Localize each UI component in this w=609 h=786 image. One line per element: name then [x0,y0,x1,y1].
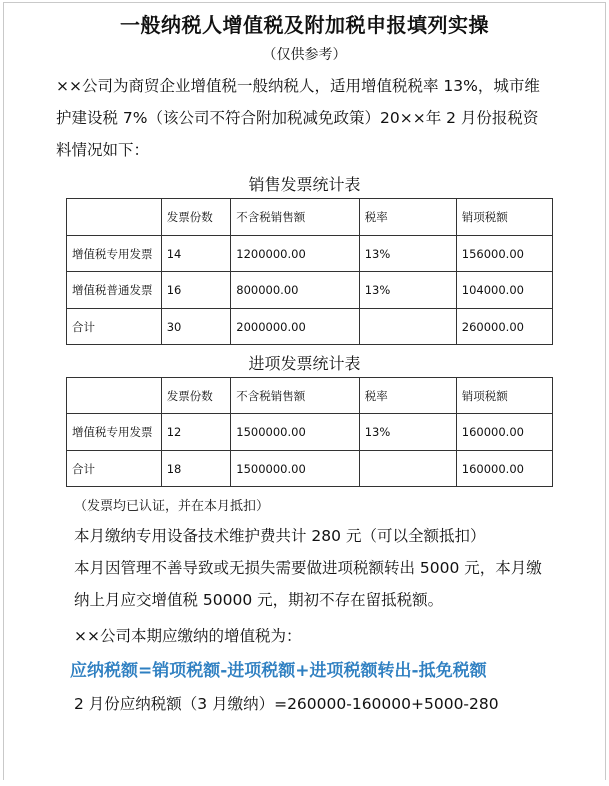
table-cell: 增值税普通发票 [67,272,162,309]
sales-table-caption: 销售发票统计表 [248,175,361,194]
table-cell: 18 [161,451,231,487]
table-cell: 104000.00 [456,272,552,309]
table-header-row [67,378,553,414]
table-row-total [67,309,553,345]
header-cell [67,199,162,236]
table-row [67,414,553,451]
sales-invoice-table [66,198,553,345]
maintenance-fee-line: 本月缴纳专用设备技术维护费共计 280 元（可以全额抵扣） [74,527,486,545]
input-invoice-table [66,377,553,487]
header-cell: 销项税额 [456,199,552,236]
table-cell: 16 [161,272,231,309]
header-cell [67,378,162,414]
header-cell: 不含税销售额 [231,378,359,414]
transfer-out-paragraph: 本月因管理不善导致或无损失需要做进项税额转出 5000 元，本月缴纳上月应交增值税 50000 元，期初不存在留抵税额。 [74,559,542,609]
header-cell: 发票份数 [161,199,231,236]
verification-note: （发票均已认证，并在本月抵扣） [74,499,270,514]
table-cell: 合计 [67,451,162,487]
table-cell: 800000.00 [231,272,359,309]
table-cell [359,309,456,345]
header-cell: 发票份数 [161,378,231,414]
header-cell: 不含税销售额 [231,199,359,236]
table-cell: 13% [359,414,456,451]
table-cell: 增值税专用发票 [67,236,162,272]
payable-intro-line: ××公司本期应缴纳的增值税为： [74,627,302,645]
table-cell: 156000.00 [456,236,552,272]
table-cell: 1500000.00 [231,414,359,451]
header-cell: 税率 [359,199,456,236]
table-cell: 2000000.00 [231,309,359,345]
table-cell: 160000.00 [456,414,552,451]
table-cell: 1200000.00 [231,236,359,272]
table-cell: 合计 [67,309,162,345]
page-title: 一般纳税人增值税及附加税申报填列实操 [120,13,489,37]
table-cell: 1500000.00 [231,451,359,487]
table-cell: 13% [359,236,456,272]
table-cell: 13% [359,272,456,309]
table-cell [359,451,456,487]
header-cell: 销项税额 [456,378,552,414]
table-cell: 160000.00 [456,451,552,487]
calculation-line: 2 月份应纳税额（3 月缴纳）=260000-160000+5000-280 [74,695,499,713]
table-row-total [67,451,553,487]
document-page [3,2,606,780]
table-cell: 增值税专用发票 [67,414,162,451]
input-table-caption: 进项发票统计表 [248,354,361,373]
header-cell: 税率 [359,378,456,414]
table-cell: 260000.00 [456,309,552,345]
table-row [67,272,553,309]
table-cell: 30 [161,309,231,345]
table-row [67,236,553,272]
intro-paragraph: ××公司为商贸企业增值税一般纳税人，适用增值税税率 13%，城市维护建设税 7%（该公司不符合附加税减免政策）20××年 2 月份报税资料情况如下： [56,77,540,159]
table-cell: 14 [161,236,231,272]
tax-formula: 应纳税额=销项税额-进项税额+进项税额转出-抵免税额 [70,661,487,681]
table-header-row [67,199,553,236]
page-subtitle: （仅供参考） [262,47,347,63]
table-cell: 12 [161,414,231,451]
